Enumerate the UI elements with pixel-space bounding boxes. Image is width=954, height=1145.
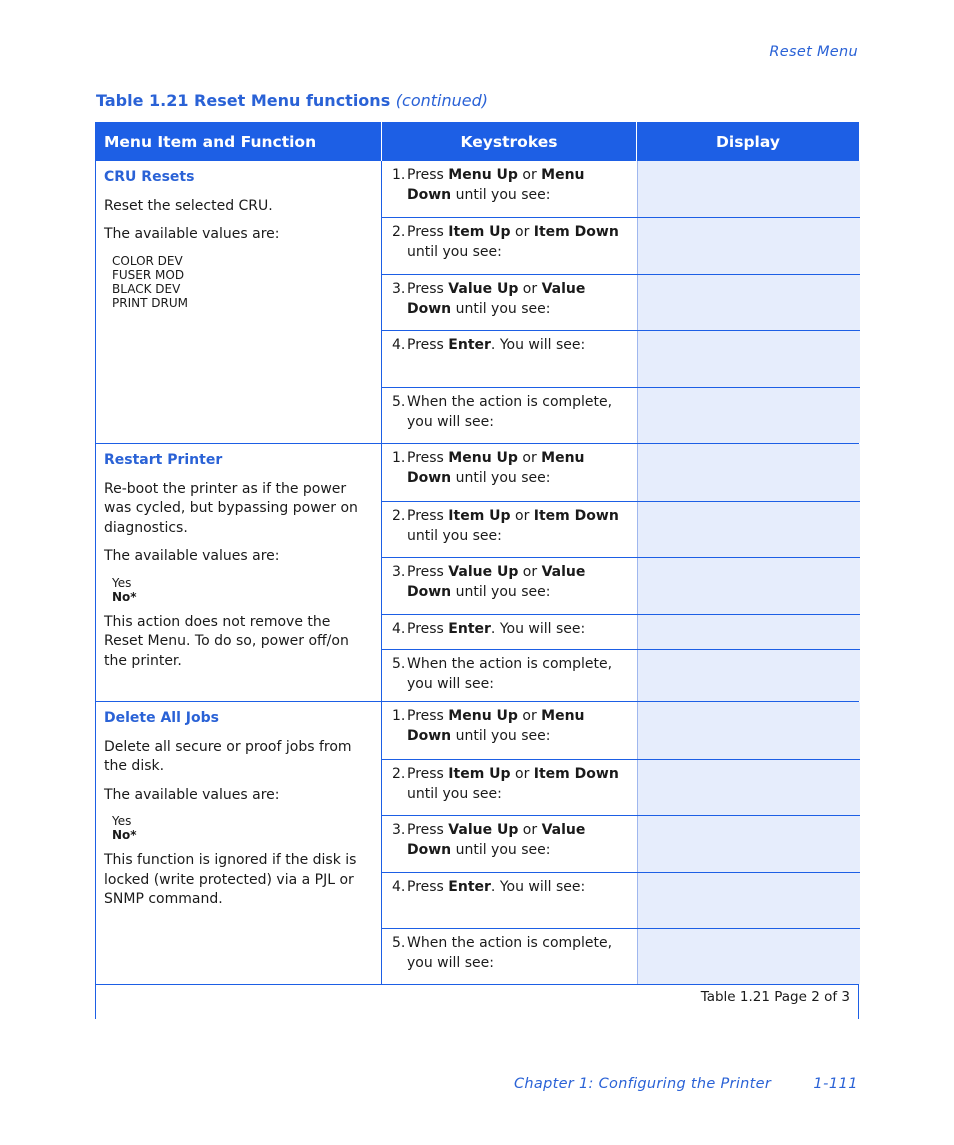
- column-header-keystrokes: Keystrokes: [381, 122, 636, 161]
- display-cell: [637, 502, 860, 557]
- display-cell: [637, 331, 860, 387]
- keystroke-cell: 2. Press Item Up or Item Down until you see:: [392, 766, 619, 802]
- table-page-indicator: Table 1.21 Page 2 of 3: [700, 989, 850, 1005]
- keystroke-cell: 3. Press Value Up or Value Down until you see:: [392, 564, 586, 600]
- display-cell: [637, 929, 860, 984]
- display-cell: [637, 444, 860, 501]
- table-header-row: [95, 122, 859, 161]
- display-cell: [637, 873, 860, 928]
- values-intro: The available values are:: [104, 226, 280, 242]
- keystroke-cell: 3. Press Value Up or Value Down until you see:: [392, 822, 586, 858]
- function-cell: [96, 161, 382, 443]
- step-row: [382, 557, 860, 614]
- step-row: [382, 614, 860, 649]
- display-cell: [637, 760, 860, 815]
- display-cell: [637, 816, 860, 872]
- display-cell: [637, 388, 860, 443]
- display-cell: [637, 702, 860, 759]
- column-header-display: Display: [636, 122, 859, 161]
- step-row: [382, 702, 860, 759]
- step-row: [382, 759, 860, 815]
- running-head: Reset Menu: [769, 44, 858, 60]
- step-row: [382, 815, 860, 872]
- keystroke-cell: 5. When the action is complete, you will see:: [392, 935, 613, 971]
- function-note: This function is ignored if the disk is locked (write protected) via a PJL or SNMP command.: [104, 852, 357, 907]
- values-intro: The available values are:: [104, 786, 280, 803]
- keystroke-cell: 1. Press Menu Up or Menu Down until you see:: [392, 167, 585, 203]
- value-item: BLACK DEV: [112, 281, 181, 296]
- step-row: [382, 444, 860, 501]
- step-row: [382, 928, 860, 984]
- keystroke-cell: 4. Press Enter. You will see:: [392, 879, 586, 895]
- default-value-item: No*: [112, 589, 137, 604]
- keystroke-cell: 5. When the action is complete, you will see:: [392, 394, 613, 430]
- page-number: 1-111: [813, 1076, 858, 1092]
- table-row-delete-all-jobs: [95, 702, 859, 985]
- steps-column: [382, 161, 860, 443]
- table-row-restart-printer: [95, 444, 859, 702]
- value-item: FUSER MOD: [112, 267, 185, 282]
- table-caption: [96, 91, 488, 110]
- keystroke-cell: 4. Press Enter. You will see:: [392, 337, 586, 353]
- display-cell: [637, 275, 860, 330]
- keystroke-cell: 2. Press Item Up or Item Down until you see:: [392, 508, 619, 544]
- step-row: [382, 649, 860, 701]
- function-title: CRU Resets: [104, 169, 195, 185]
- keystroke-cell: 3. Press Value Up or Value Down until you see:: [392, 281, 586, 317]
- caption-continued: (continued): [395, 91, 489, 110]
- reset-menu-table: [95, 122, 859, 1019]
- display-cell: [637, 218, 860, 274]
- step-row: [382, 387, 860, 443]
- step-row: [382, 217, 860, 274]
- function-note: This action does not remove the Reset Menu. To do so, power off/on the printer.: [104, 613, 349, 669]
- steps-column: [382, 444, 860, 701]
- table-footer-row: [95, 985, 859, 1019]
- values-list: [104, 814, 373, 842]
- function-cell: [96, 702, 382, 984]
- chapter-footer: Chapter 1: Configuring the Printer: [514, 1076, 772, 1092]
- table-row-cru-resets: [95, 161, 859, 444]
- display-cell: [637, 615, 860, 649]
- value-item: Yes: [112, 575, 132, 590]
- step-row: [382, 161, 860, 217]
- default-value-item: No*: [112, 828, 137, 842]
- function-description: Re-boot the printer as if the power was cycled, but bypassing power on diagnostics.: [104, 480, 358, 536]
- step-row: [382, 274, 860, 330]
- function-description: Reset the selected CRU.: [104, 197, 273, 214]
- keystroke-cell: 2. Press Item Up or Item Down until you see:: [392, 224, 619, 260]
- column-header-menu-item: Menu Item and Function: [104, 132, 317, 151]
- display-cell: [637, 558, 860, 614]
- step-row: [382, 872, 860, 928]
- function-description: Delete all secure or proof jobs from the disk.: [104, 738, 352, 774]
- keystroke-cell: 4. Press Enter. You will see:: [392, 621, 586, 637]
- values-list: [104, 254, 373, 310]
- values-intro: The available values are:: [104, 548, 280, 564]
- display-cell: [637, 161, 860, 217]
- keystroke-cell: 5. When the action is complete, you will see:: [392, 656, 613, 692]
- value-item: PRINT DRUM: [112, 295, 188, 310]
- function-cell: [96, 444, 382, 701]
- step-row: [382, 330, 860, 387]
- step-row: [382, 501, 860, 557]
- display-cell: [637, 650, 860, 701]
- function-title: Restart Printer: [104, 452, 223, 468]
- steps-column: [382, 702, 860, 984]
- keystroke-cell: 1. Press Menu Up or Menu Down until you see:: [392, 708, 585, 744]
- values-list: [104, 576, 373, 604]
- function-title: Delete All Jobs: [104, 710, 219, 726]
- keystroke-cell: 1. Press Menu Up or Menu Down until you see:: [392, 450, 585, 486]
- value-item: Yes: [112, 814, 132, 828]
- value-item: COLOR DEV: [112, 253, 183, 268]
- caption-label: Table 1.21 Reset Menu functions: [96, 91, 391, 110]
